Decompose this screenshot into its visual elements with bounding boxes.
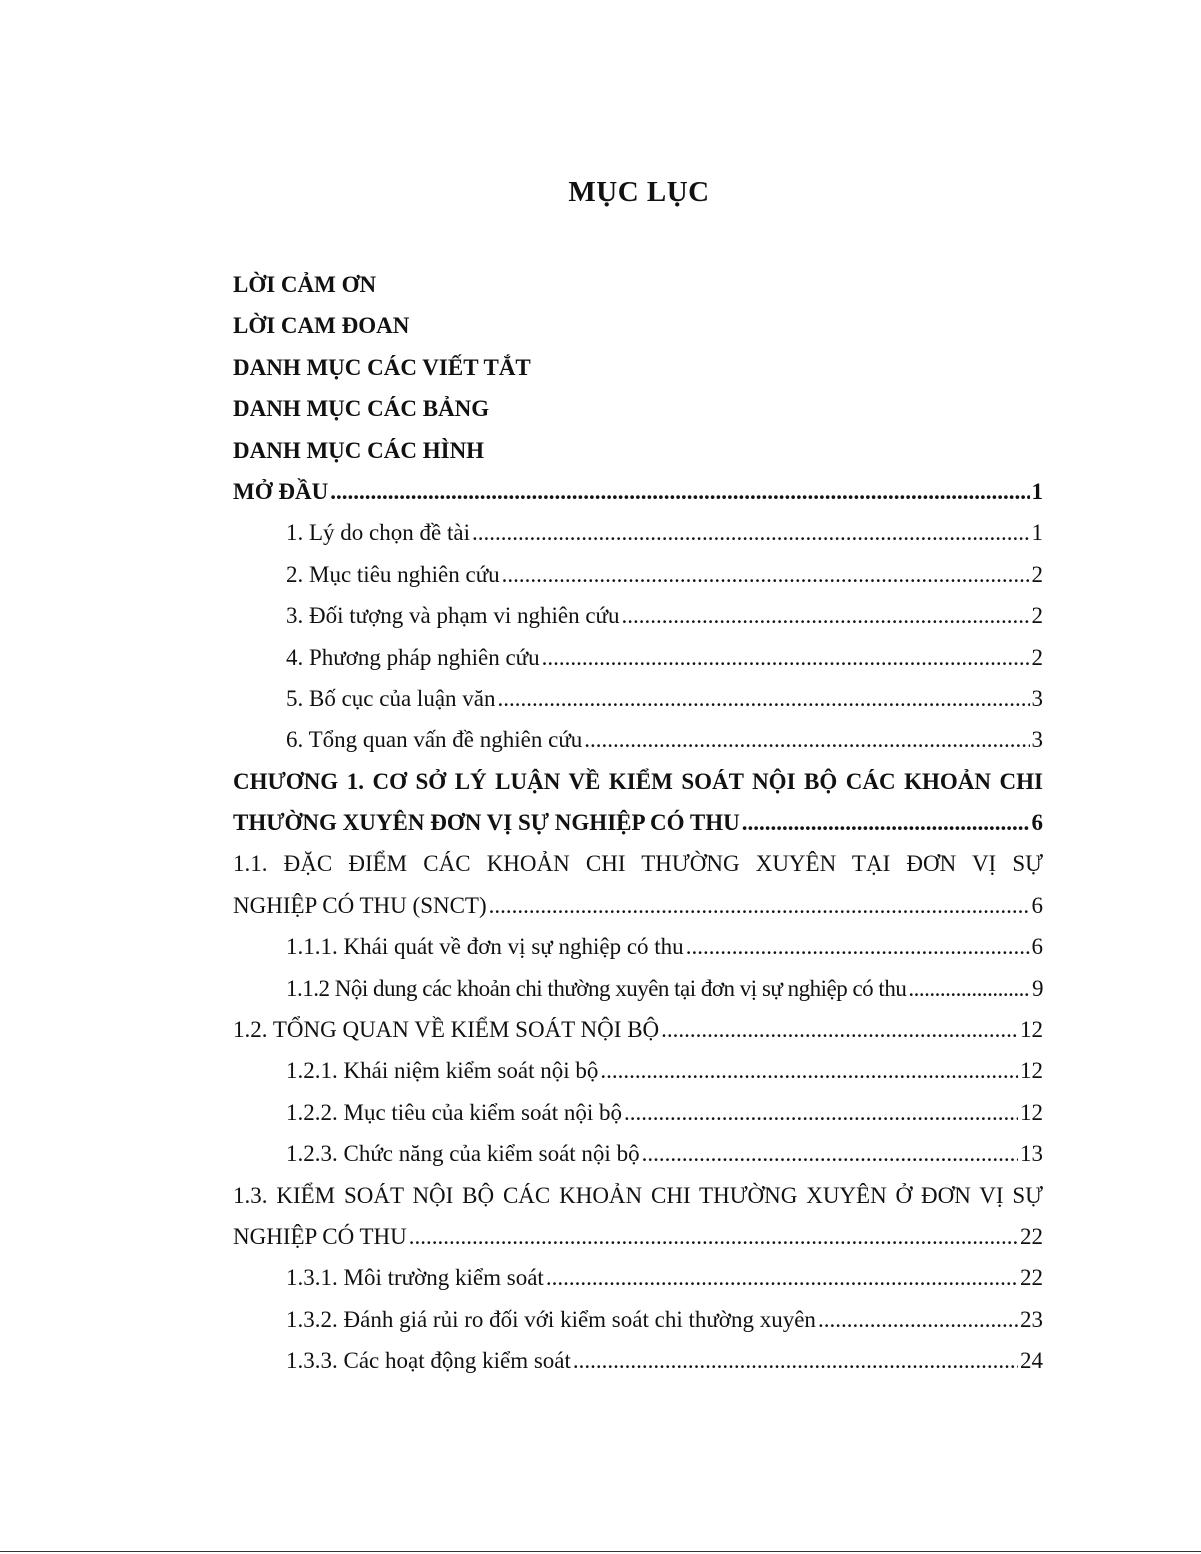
dot-leader <box>600 1050 1018 1091</box>
toc-entry <box>233 430 1043 471</box>
toc-entry-label: 1.1.2 Nội dung các khoản chi thường xuyên tại đơn vị sự nghiệp có thu <box>286 975 907 1001</box>
toc-entry-label: DANH MỤC CÁC VIẾT TẮT <box>233 354 531 380</box>
table-of-contents <box>233 264 1043 1382</box>
toc-entry <box>233 1175 1043 1216</box>
toc-entry <box>233 595 1043 636</box>
toc-entry-label: 1. Lý do chọn đề tài <box>286 520 470 546</box>
toc-entry-label: 1.3.1. Môi trường kiểm soát <box>286 1265 544 1291</box>
toc-page-number: 6 <box>1031 892 1043 918</box>
toc-entry-label: 1.2.3. Chức năng của kiểm soát nội bộ <box>286 1141 640 1167</box>
toc-page-number: 1 <box>1031 520 1043 546</box>
toc-entry <box>233 264 1043 305</box>
dot-leader <box>742 802 1030 843</box>
toc-entry <box>233 1216 1043 1257</box>
toc-page-number: 1 <box>1031 478 1043 504</box>
dot-leader <box>584 719 1029 760</box>
toc-page-number: 22 <box>1020 1223 1043 1249</box>
toc-entry-label: 3. Đối tượng và phạm vi nghiên cứu <box>286 603 620 629</box>
dot-leader <box>573 1340 1018 1381</box>
dot-leader <box>497 678 1029 719</box>
toc-entry-label: THƯỜNG XUYÊN ĐƠN VỊ SỰ NGHIỆP CÓ THU <box>233 810 740 836</box>
toc-entry <box>233 305 1043 346</box>
toc-entry <box>233 1009 1043 1050</box>
toc-page-number: 6 <box>1031 810 1043 836</box>
toc-page-number: 24 <box>1020 1348 1043 1374</box>
toc-entry <box>233 347 1043 388</box>
dot-leader <box>330 471 1029 512</box>
toc-page-number: 22 <box>1020 1265 1043 1291</box>
toc-entry <box>233 885 1043 926</box>
toc-entry <box>233 1092 1043 1133</box>
toc-entry-label: 1.2.2. Mục tiêu của kiểm soát nội bộ <box>286 1099 622 1125</box>
toc-entry <box>233 719 1043 760</box>
dot-leader <box>908 968 1030 1009</box>
toc-entry-label: LỜI CAM ĐOAN <box>233 313 410 339</box>
dot-leader <box>686 926 1030 967</box>
toc-entry <box>233 678 1043 719</box>
toc-entry-label: 4. Phương pháp nghiên cứu <box>286 644 540 670</box>
toc-entry <box>233 1257 1043 1298</box>
toc-entry <box>233 388 1043 429</box>
dot-leader <box>546 1257 1018 1298</box>
toc-page-number: 9 <box>1032 975 1043 1001</box>
toc-page-number: 2 <box>1031 603 1043 629</box>
toc-entry <box>233 1133 1043 1174</box>
toc-entry-label: MỞ ĐẦU <box>233 478 329 504</box>
toc-entry <box>233 637 1043 678</box>
dot-leader <box>542 637 1030 678</box>
toc-entry-label: DANH MỤC CÁC BẢNG <box>233 396 490 422</box>
toc-page-number: 6 <box>1031 934 1043 960</box>
toc-page-number: 3 <box>1031 727 1043 753</box>
dot-leader <box>472 512 1030 553</box>
dot-leader <box>661 1009 1018 1050</box>
toc-entry-label: 1.2. TỔNG QUAN VỀ KIỂM SOÁT NỘI BỘ <box>233 1017 660 1043</box>
toc-entry-label: 1.2.1. Khái niệm kiểm soát nội bộ <box>286 1058 599 1084</box>
toc-entry <box>233 512 1043 553</box>
toc-entry-label: 5. Bố cục của luận văn <box>286 685 496 711</box>
toc-page-number: 2 <box>1031 644 1043 670</box>
dot-leader <box>502 554 1030 595</box>
dot-leader <box>624 1092 1018 1133</box>
dot-leader <box>489 885 1030 926</box>
toc-entry <box>233 802 1043 843</box>
toc-entry <box>233 1299 1043 1340</box>
toc-entry <box>233 968 1043 1009</box>
toc-entry-label: DANH MỤC CÁC HÌNH <box>233 437 485 463</box>
dot-leader <box>622 595 1030 636</box>
toc-entry-label: 6. Tổng quan vấn đề nghiên cứu <box>286 727 583 753</box>
toc-entry-label: CHƯƠNG 1. CƠ SỞ LÝ LUẬN VỀ KIỂM SOÁT NỘI BỘ CÁC KHOẢN CHI <box>233 768 1043 794</box>
toc-entry-label: 1.3.2. Đánh giá rủi ro đối với kiểm soát chi thường xuyên <box>286 1306 816 1332</box>
page-bottom-rule <box>0 1551 1201 1552</box>
toc-page-number: 12 <box>1020 1099 1043 1125</box>
toc-page-number: 12 <box>1020 1017 1043 1043</box>
toc-page-number: 2 <box>1031 561 1043 587</box>
toc-entry <box>233 843 1043 884</box>
toc-entry-label: 1.3. KIỂM SOÁT NỘI BỘ CÁC KHOẢN CHI THƯỜNG XUYÊN Ở ĐƠN VỊ SỰ <box>233 1182 1043 1208</box>
page-title: MỤC LỤC <box>568 176 710 208</box>
toc-entry-label: 2. Mục tiêu nghiên cứu <box>286 561 500 587</box>
toc-entry <box>233 471 1043 512</box>
toc-entry-label: LỜI CẢM ƠN <box>233 272 377 297</box>
toc-page-number: 23 <box>1020 1306 1043 1332</box>
toc-entry-label: 1.1. ĐẶC ĐIỂM CÁC KHOẢN CHI THƯỜNG XUYÊN TẠI ĐƠN VỊ SỰ <box>233 851 1043 877</box>
toc-entry-label: NGHIỆP CÓ THU (SNCT) <box>233 892 487 918</box>
toc-entry <box>233 1340 1043 1381</box>
toc-page-number: 12 <box>1020 1058 1043 1084</box>
dot-leader <box>642 1133 1018 1174</box>
toc-page-number: 3 <box>1031 685 1043 711</box>
dot-leader <box>818 1299 1018 1340</box>
toc-entry-label: 1.1.1. Khái quát về đơn vị sự nghiệp có thu <box>286 934 684 960</box>
toc-entry <box>233 1050 1043 1091</box>
dot-leader <box>409 1216 1018 1257</box>
toc-page-number: 13 <box>1020 1141 1043 1167</box>
toc-entry <box>233 554 1043 595</box>
toc-entry-label: 1.3.3. Các hoạt động kiểm soát <box>286 1348 571 1374</box>
toc-entry-label: NGHIỆP CÓ THU <box>233 1223 407 1249</box>
toc-entry <box>233 761 1043 802</box>
toc-entry <box>233 926 1043 967</box>
